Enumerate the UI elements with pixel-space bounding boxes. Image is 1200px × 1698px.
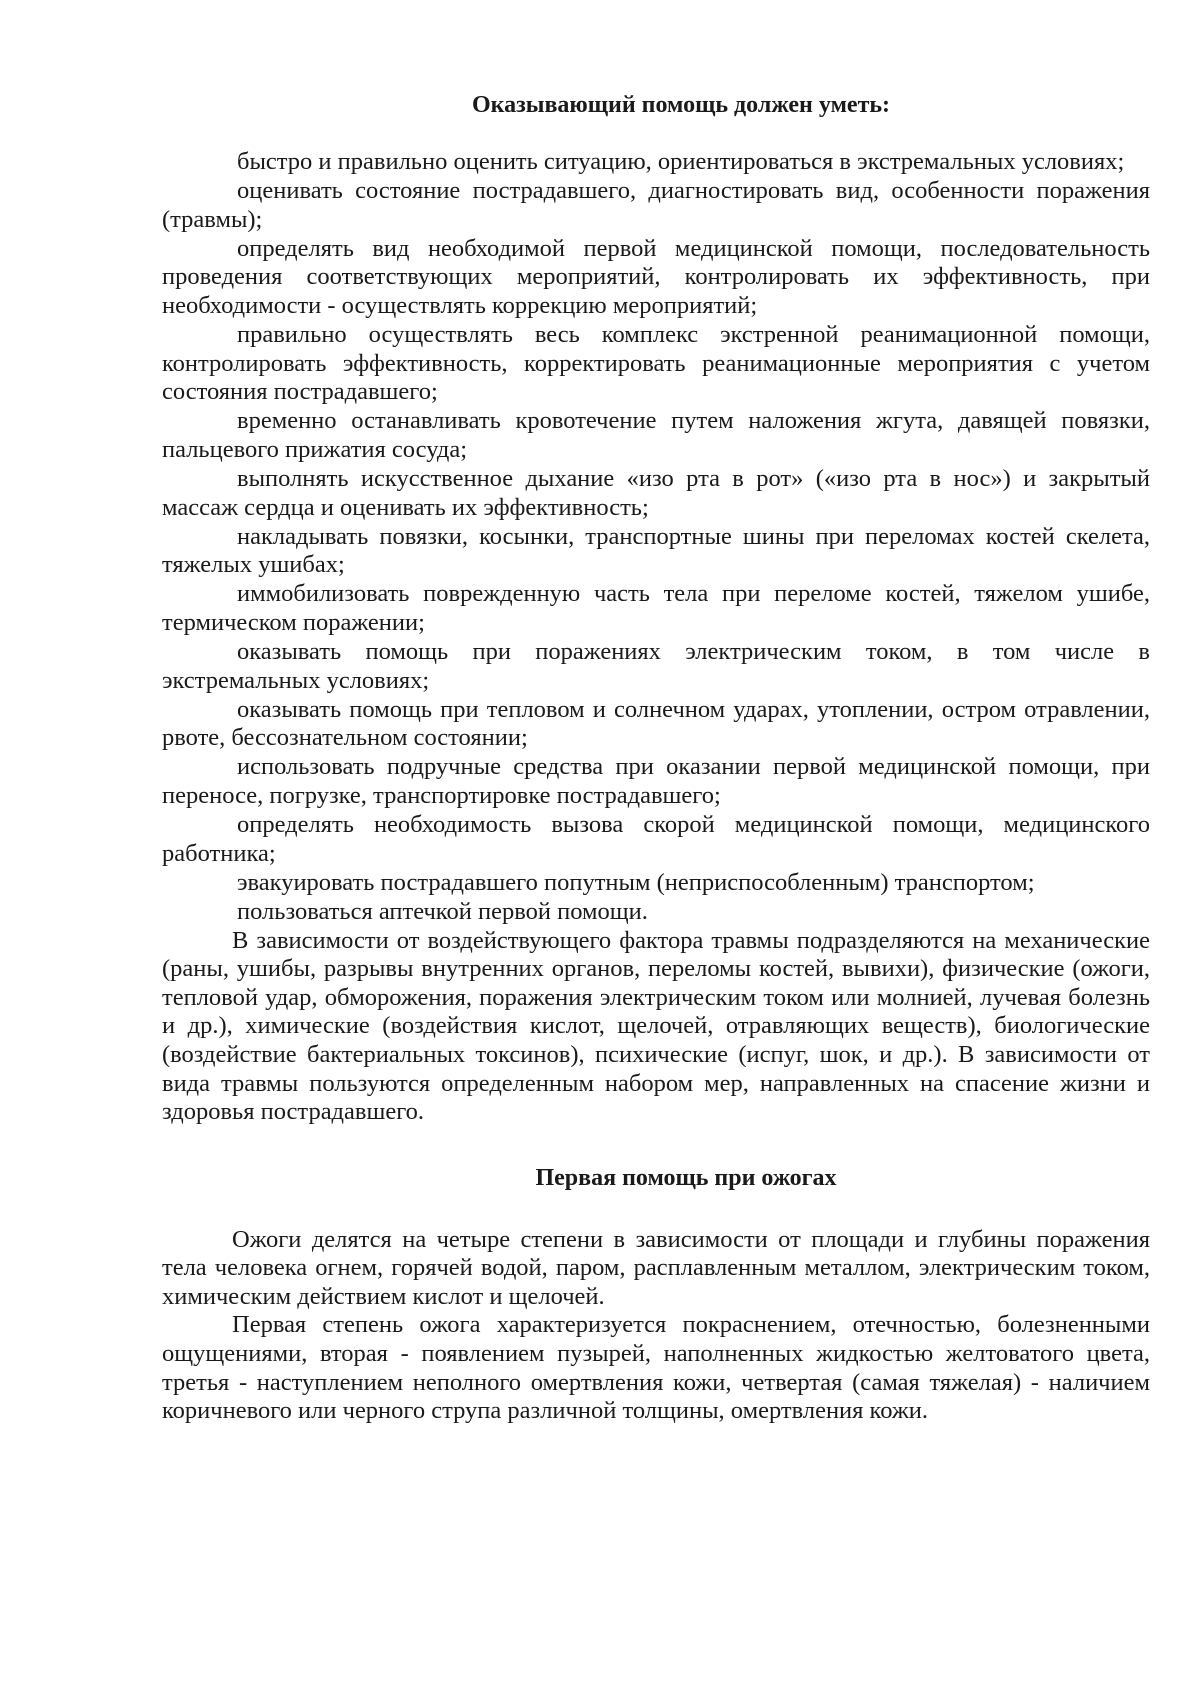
page-content bbox=[162, 90, 1150, 1426]
skill-item: использовать подручные средства при оказании первой медицинской помощи, при переносе, погрузке, транспортировке пострадавшего; bbox=[162, 753, 1150, 810]
burns-section bbox=[162, 1226, 1150, 1426]
injury-types-paragraph: В зависимости от воздействующего фактора травмы подразделяются на механические (раны, ушибы, разрывы внутренних органов, переломы костей, вывихи), физические (ожоги, тепловой удар, обморожения, поражения электрическим током или молнией, лучевая болезнь и др.), химические (воздействия кислот, щелочей, отравляющих веществ), биологические (воздействие бактериальных токсинов), психические (испуг, шок, и др.). В зависимости от вида травмы пользуются определенным набором мер, направленных на спасение жизни и здоровья пострадавшего. bbox=[162, 926, 1150, 1126]
section-heading-burns: Первая помощь при ожогах bbox=[535, 1164, 837, 1191]
skill-item: определять вид необходимой первой медицинской помощи, последовательность проведения соответствующих мероприятий, контролировать их эффективность, при необходимости - осуществлять коррекцию мероприятий; bbox=[162, 234, 1150, 319]
skill-item: оказывать помощь при поражениях электрическим током, в том числе в экстремальных условиях; bbox=[162, 638, 1150, 694]
skill-item: правильно осуществлять весь комплекс экстренной реанимационной помощи, контролировать эффективность, корректировать реанимационные мероприятия с учетом состояния пострадавшего; bbox=[162, 321, 1150, 406]
skill-item: иммобилизовать поврежденную часть тела при переломе костей, тяжелом ушибе, термическом поражении; bbox=[162, 580, 1150, 636]
skill-item: накладывать повязки, косынки, транспортные шины при переломах костей скелета, тяжелых ушибах; bbox=[162, 522, 1150, 579]
skill-item: пользоваться аптечкой первой помощи. bbox=[237, 897, 648, 925]
skill-item: эвакуировать пострадавшего попутным (неприспособленным) транспортом; bbox=[237, 868, 1035, 896]
skill-item: быстро и правильно оценить ситуацию, ориентироваться в экстремальных условиях; bbox=[237, 148, 1125, 175]
skill-item: выполнять искусственное дыхание «изо рта в рот» («изо рта в нос») и закрытый массаж сердца и оценивать их эффективность; bbox=[162, 465, 1150, 521]
burns-paragraph: Ожоги делятся на четыре степени в зависимости от площади и глубины поражения тела человека огнем, горячей водой, паром, расплавленным металлом, электрическим током, химическим действием кислот и щелочей. bbox=[162, 1225, 1150, 1310]
skills-list bbox=[162, 148, 1150, 927]
skill-item: определять необходимость вызова скорой медицинской помощи, медицинского работника; bbox=[162, 811, 1150, 867]
skill-item: оценивать состояние пострадавшего, диагностировать вид, особенности поражения (травмы); bbox=[162, 177, 1150, 233]
skill-item: оказывать помощь при тепловом и солнечном ударах, утоплении, остром отравлении, рвоте, бессознательном состоянии; bbox=[162, 695, 1150, 752]
page-heading-skills: Оказывающий помощь должен уметь: bbox=[471, 92, 891, 118]
burns-paragraph: Первая степень ожога характеризуется покраснением, отечностью, болезненными ощущениями, вторая - появлением пузырей, наполненных жидкостью желтоватого цвета, третья - наступлением неполного омертвления кожи, четвертая (самая тяжелая) - наличием коричневого или черного струпа различной толщины, омертвления кожи. bbox=[162, 1311, 1150, 1425]
skill-item: временно останавливать кровотечение путем наложения жгута, давящей повязки, пальцевого прижатия сосуда; bbox=[162, 407, 1150, 463]
